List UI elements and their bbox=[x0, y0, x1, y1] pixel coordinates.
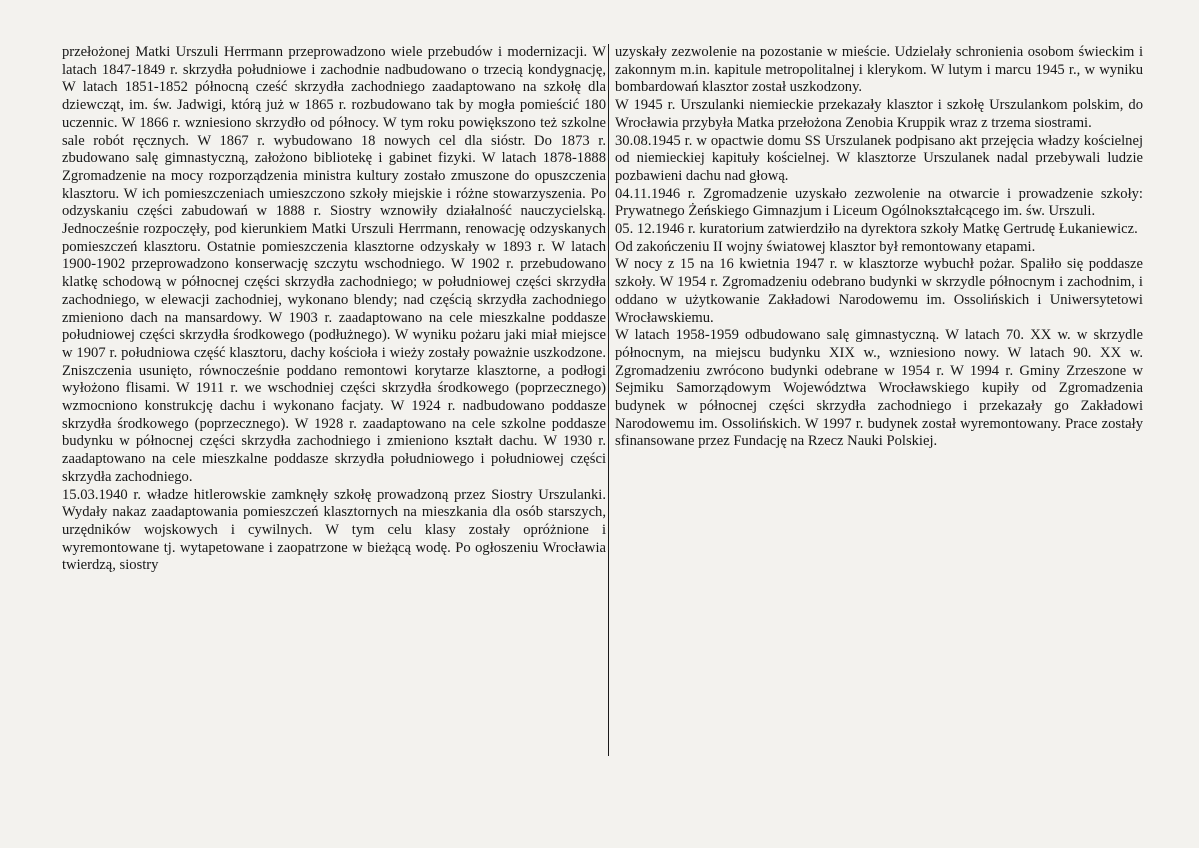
paragraph: uzyskały zezwolenie na pozostanie w mieście. Udzielały schronienia osobom świeckim i zakonnym m.in. kapitule metropolitalnej i klerykom. W lutym i marcu 1945 r., w wyniku bombardowań klasztor został uszkodzony. bbox=[615, 44, 1143, 96]
column-divider bbox=[608, 44, 609, 756]
paragraph: W latach 1958-1959 odbudowano salę gimnastyczną. W latach 70. XX w. w skrzydle północnym, na miejscu budynku XIX w., wzniesiono nowy. W latach 90. XX w. Zgromadzeniu zwrócono budynki odebrane w 1954 r. W 1994 r. Gminy Zrzeszone w Sejmiku Samorządowym Województwa Wrocławskiego kupiły od Zgromadzenia budynek w północnej części skrzydła zachodniego i przekazały go Zakładowi Narodowemu im. Ossolińskich. W 1997 r. budynek został wyremontowany. Prace zostały sfinansowane przez Fundację na Rzecz Nauki Polskiej. bbox=[615, 327, 1143, 450]
paragraph: 15.03.1940 r. władze hitlerowskie zamknęły szkołę prowadzoną przez Siostry Urszulanki. Wydały nakaz zaadaptowania pomieszczeń klasztornych na mieszkania dla osób starszych, urzędników wojskowych i cywilnych. W tym celu klasy zostały opróżnione i wyremontowane tj. wytapetowane i zaopatrzone w bieżącą wodę. Po ogłoszeniu Wrocławia twierdzą, siostry bbox=[62, 486, 606, 574]
paragraph: W 1945 r. Urszulanki niemieckie przekazały klasztor i szkołę Urszulankom polskim, do Wrocławia przybyła Matka przełożona Zenobia Kruppik wraz z trzema siostrami. bbox=[615, 97, 1143, 131]
paragraph: Od zakończeniu II wojny światowej klasztor był remontowany etapami. bbox=[615, 238, 1036, 255]
left-text-column bbox=[62, 44, 606, 756]
paragraph: W nocy z 15 na 16 kwietnia 1947 r. w klasztorze wybuchł pożar. Spaliło się poddasze szkoły. W 1954 r. Zgromadzeniu odebrano budynki w skrzydle północnym i zachodnim, i oddano w użytkowanie Zakładowi Narodowemu im. Ossolińskich i Uniwersytetowi Wrocławskiemu. bbox=[615, 256, 1143, 326]
right-text-column bbox=[615, 44, 1143, 451]
paragraph: 05. 12.1946 r. kuratorium zatwierdziło na dyrektora szkoły Matkę Gertrudę Łukaniewicz. bbox=[615, 221, 1138, 238]
paragraph: przełożonej Matki Urszuli Herrmann przeprowadzono wiele przebudów i modernizacji. W latach 1847-1849 r. skrzydła południowe i zachodnie nadbudowano o trzecią kondygnację, W latach 1851-1852 północną cześć skrzydła zachodniego zaadaptowano na szkołę dla dziewcząt, im. św. Jadwigi, którą już w 1865 r. rozbudowano tak by mogła pomieścić 180 uczennic. W 1866 r. wzniesiono skrzydło od północy. W tym roku powiększono też szkolne sale robót ręcznych. W 1867 r. wybudowano 18 nowych cel dla sióstr. Do 1873 r. zbudowano salę gimnastyczną, założono bibliotekę i gabinet fizyki. W latach 1878-1888 Zgromadzenie na mocy rozporządzenia ministra kultury zostało zmuszone do opuszczenia klasztoru. W ich pomieszczeniach umieszczono szkoły miejskie i różne stowarzyszenia. Po odzyskaniu części zabudowań w 1888 r. Siostry wznowiły działalność nauczycielską. Jednocześnie rozpoczęły, pod kierunkiem Matki Urszuli Herrmann, renowację odzyskanych pomieszczeń klasztoru. Ostatnie pomieszczenia klasztorne odzyskały w 1893 r. W latach 1900-1902 przeprowadzono konserwację szczytu wschodniego. W 1902 r. przebudowano klatkę schodową w północnej części skrzydła zachodniego; w południowej części skrzydła zachodniego, w elewacji zachodniej, wykonano blendy; nad częścią skrzydła zachodniego zmieniono dach na mansardowy. W 1903 r. zaadaptowano na cele mieszkalne poddasze południowej części skrzydła środkowego (podłużnego). W wyniku pożaru jaki miał miejsce w 1907 r. południowa część klasztoru, dachy kościoła i wieży zostały poważnie uszkodzone. Zniszczenia usunięto, równocześnie poddano remontowi korytarze klasztorne, a podłogi wyłożono flisami. W 1911 r. we wschodniej części skrzydła środkowego (poprzecznego) wzmocniono konstrukcję dachu i wykonano facjaty. W 1924 r. nadbudowano poddasze skrzydła środkowego (poprzecznego). W 1928 r. zaadaptowano na cele szkolne poddasze budynku w północnej części skrzydła zachodniego i zmieniono kształt dachu. W 1930 r. zaadaptowano na cele mieszkalne poddasze skrzydła południowego i południowej części skrzydła zachodniego. bbox=[62, 44, 606, 485]
paragraph: 04.11.1946 r. Zgromadzenie uzyskało zezwolenie na otwarcie i prowadzenie szkoły: Prywatnego Żeńskiego Gimnazjum i Liceum Ogólnokształcącego im. św. Urszuli. bbox=[615, 185, 1143, 220]
paragraph: 30.08.1945 r. w opactwie domu SS Urszulanek podpisano akt przejęcia władzy kościelnej od niemieckiej kapituły kościelnej. W klasztorze Urszulanek nadal przebywali ludzie pozbawieni dachu nad głową. bbox=[615, 132, 1143, 184]
